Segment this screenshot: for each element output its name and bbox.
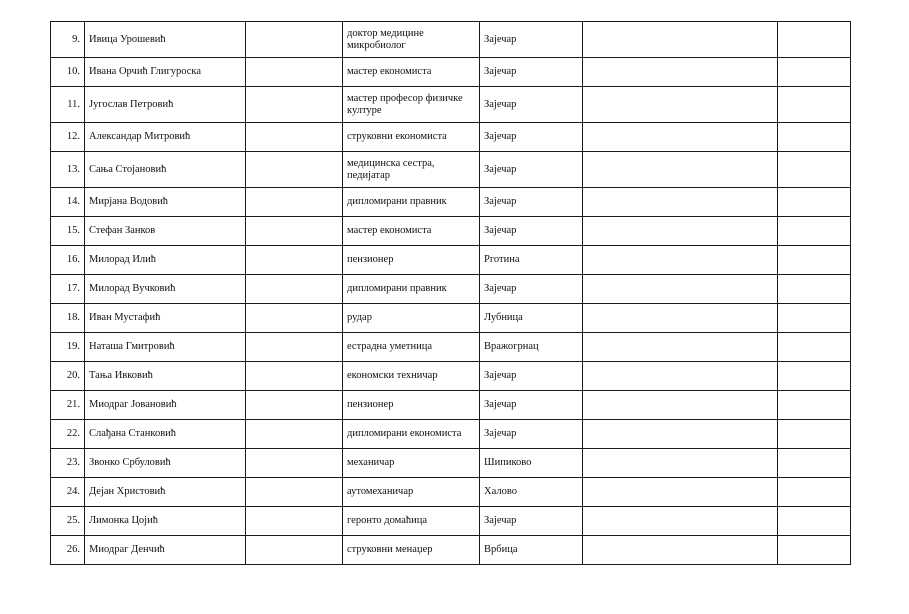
table-row xyxy=(51,362,851,391)
empty-cell xyxy=(778,420,851,449)
row-number-cell: 12. xyxy=(51,123,85,152)
residence-cell: Зајечар xyxy=(480,507,583,536)
empty-cell xyxy=(583,152,778,188)
empty-cell xyxy=(778,275,851,304)
empty-cell xyxy=(583,507,778,536)
occupation-cell: мастер економиста xyxy=(343,58,480,87)
occupation-cell: струковни менаџер xyxy=(343,536,480,565)
row-number-cell: 25. xyxy=(51,507,85,536)
empty-cell xyxy=(246,22,343,58)
empty-cell xyxy=(583,449,778,478)
empty-cell xyxy=(246,507,343,536)
empty-cell xyxy=(778,188,851,217)
name-cell: Слађана Станковић xyxy=(85,420,246,449)
table-row xyxy=(51,152,851,188)
empty-cell xyxy=(246,362,343,391)
table-row xyxy=(51,22,851,58)
name-cell: Југослав Петровић xyxy=(85,87,246,123)
occupation-cell: аутомеханичар xyxy=(343,478,480,507)
table-row xyxy=(51,87,851,123)
occupation-cell: пензионер xyxy=(343,391,480,420)
empty-cell xyxy=(778,507,851,536)
row-number-cell: 20. xyxy=(51,362,85,391)
occupation-cell: дипломирани правник xyxy=(343,188,480,217)
empty-cell xyxy=(583,246,778,275)
empty-cell xyxy=(778,123,851,152)
residence-cell: Халово xyxy=(480,478,583,507)
name-cell: Миодраг Денчић xyxy=(85,536,246,565)
empty-cell xyxy=(778,22,851,58)
row-number-cell: 10. xyxy=(51,58,85,87)
residence-cell: Зајечар xyxy=(480,87,583,123)
residence-cell: Лубница xyxy=(480,304,583,333)
table-row xyxy=(51,449,851,478)
occupation-cell: дипломирани економиста xyxy=(343,420,480,449)
empty-cell xyxy=(583,123,778,152)
empty-cell xyxy=(778,362,851,391)
table-row xyxy=(51,536,851,565)
occupation-cell: економски техничар xyxy=(343,362,480,391)
residence-cell: Зајечар xyxy=(480,188,583,217)
empty-cell xyxy=(583,391,778,420)
row-number-cell: 24. xyxy=(51,478,85,507)
row-number-cell: 18. xyxy=(51,304,85,333)
empty-cell xyxy=(583,304,778,333)
table-row xyxy=(51,246,851,275)
table-row xyxy=(51,58,851,87)
empty-cell xyxy=(246,246,343,275)
row-number-cell: 14. xyxy=(51,188,85,217)
empty-cell xyxy=(246,536,343,565)
empty-cell xyxy=(583,217,778,246)
residence-cell: Зајечар xyxy=(480,22,583,58)
row-number-cell: 26. xyxy=(51,536,85,565)
table-row xyxy=(51,275,851,304)
residence-cell: Врбица xyxy=(480,536,583,565)
occupation-cell: мастер професор физичке културе xyxy=(343,87,480,123)
row-number-cell: 23. xyxy=(51,449,85,478)
occupation-cell: механичар xyxy=(343,449,480,478)
empty-cell xyxy=(583,58,778,87)
empty-cell xyxy=(246,188,343,217)
row-number-cell: 19. xyxy=(51,333,85,362)
name-cell: Лимонка Цојић xyxy=(85,507,246,536)
row-number-cell: 11. xyxy=(51,87,85,123)
empty-cell xyxy=(583,22,778,58)
empty-cell xyxy=(778,87,851,123)
empty-cell xyxy=(246,478,343,507)
name-cell: Ивица Урошевић xyxy=(85,22,246,58)
row-number-cell: 22. xyxy=(51,420,85,449)
empty-cell xyxy=(583,333,778,362)
residence-cell: Рготина xyxy=(480,246,583,275)
empty-cell xyxy=(778,449,851,478)
empty-cell xyxy=(583,275,778,304)
occupation-cell: мастер економиста xyxy=(343,217,480,246)
empty-cell xyxy=(246,391,343,420)
occupation-cell: рудар xyxy=(343,304,480,333)
empty-cell xyxy=(246,152,343,188)
empty-cell xyxy=(246,333,343,362)
residence-cell: Зајечар xyxy=(480,420,583,449)
empty-cell xyxy=(583,362,778,391)
name-cell: Ивана Орчић Глигуроска xyxy=(85,58,246,87)
row-number-cell: 16. xyxy=(51,246,85,275)
occupation-cell: доктор медицине микробиолог xyxy=(343,22,480,58)
name-cell: Милорад Илић xyxy=(85,246,246,275)
name-cell: Дејан Христовић xyxy=(85,478,246,507)
name-cell: Мирјана Водовић xyxy=(85,188,246,217)
name-cell: Сања Стојановић xyxy=(85,152,246,188)
empty-cell xyxy=(583,536,778,565)
empty-cell xyxy=(583,87,778,123)
empty-cell xyxy=(778,58,851,87)
table-row xyxy=(51,217,851,246)
empty-cell xyxy=(246,87,343,123)
row-number-cell: 17. xyxy=(51,275,85,304)
table-row xyxy=(51,333,851,362)
residence-cell: Шипиково xyxy=(480,449,583,478)
residence-cell: Зајечар xyxy=(480,58,583,87)
name-cell: Звонко Србуловић xyxy=(85,449,246,478)
residence-cell: Зајечар xyxy=(480,123,583,152)
table-row xyxy=(51,188,851,217)
table-row xyxy=(51,304,851,333)
name-cell: Тања Ивковић xyxy=(85,362,246,391)
document-page xyxy=(50,21,851,565)
candidate-table-body xyxy=(51,22,851,565)
empty-cell xyxy=(778,246,851,275)
empty-cell xyxy=(246,420,343,449)
row-number-cell: 13. xyxy=(51,152,85,188)
empty-cell xyxy=(778,333,851,362)
residence-cell: Вражогрнац xyxy=(480,333,583,362)
name-cell: Иван Мустафић xyxy=(85,304,246,333)
name-cell: Миодраг Јовановић xyxy=(85,391,246,420)
empty-cell xyxy=(778,304,851,333)
name-cell: Александар Митровић xyxy=(85,123,246,152)
occupation-cell: пензионер xyxy=(343,246,480,275)
table-row xyxy=(51,123,851,152)
row-number-cell: 15. xyxy=(51,217,85,246)
table-row xyxy=(51,507,851,536)
empty-cell xyxy=(246,123,343,152)
occupation-cell: естрадна уметница xyxy=(343,333,480,362)
empty-cell xyxy=(246,58,343,87)
name-cell: Наташа Гмитровић xyxy=(85,333,246,362)
empty-cell xyxy=(246,217,343,246)
empty-cell xyxy=(583,188,778,217)
empty-cell xyxy=(246,304,343,333)
empty-cell xyxy=(583,420,778,449)
name-cell: Стефан Занков xyxy=(85,217,246,246)
empty-cell xyxy=(778,391,851,420)
table-row xyxy=(51,391,851,420)
residence-cell: Зајечар xyxy=(480,362,583,391)
empty-cell xyxy=(583,478,778,507)
empty-cell xyxy=(778,152,851,188)
occupation-cell: дипломирани правник xyxy=(343,275,480,304)
table-row xyxy=(51,478,851,507)
residence-cell: Зајечар xyxy=(480,275,583,304)
occupation-cell: медицинска сестра, педијатар xyxy=(343,152,480,188)
residence-cell: Зајечар xyxy=(480,217,583,246)
name-cell: Милорад Вучковић xyxy=(85,275,246,304)
empty-cell xyxy=(778,217,851,246)
empty-cell xyxy=(778,478,851,507)
row-number-cell: 9. xyxy=(51,22,85,58)
table-row xyxy=(51,420,851,449)
occupation-cell: струковни економиста xyxy=(343,123,480,152)
residence-cell: Зајечар xyxy=(480,152,583,188)
empty-cell xyxy=(246,275,343,304)
candidate-table xyxy=(50,21,851,565)
occupation-cell: геронто домаћица xyxy=(343,507,480,536)
empty-cell xyxy=(246,449,343,478)
row-number-cell: 21. xyxy=(51,391,85,420)
residence-cell: Зајечар xyxy=(480,391,583,420)
empty-cell xyxy=(778,536,851,565)
